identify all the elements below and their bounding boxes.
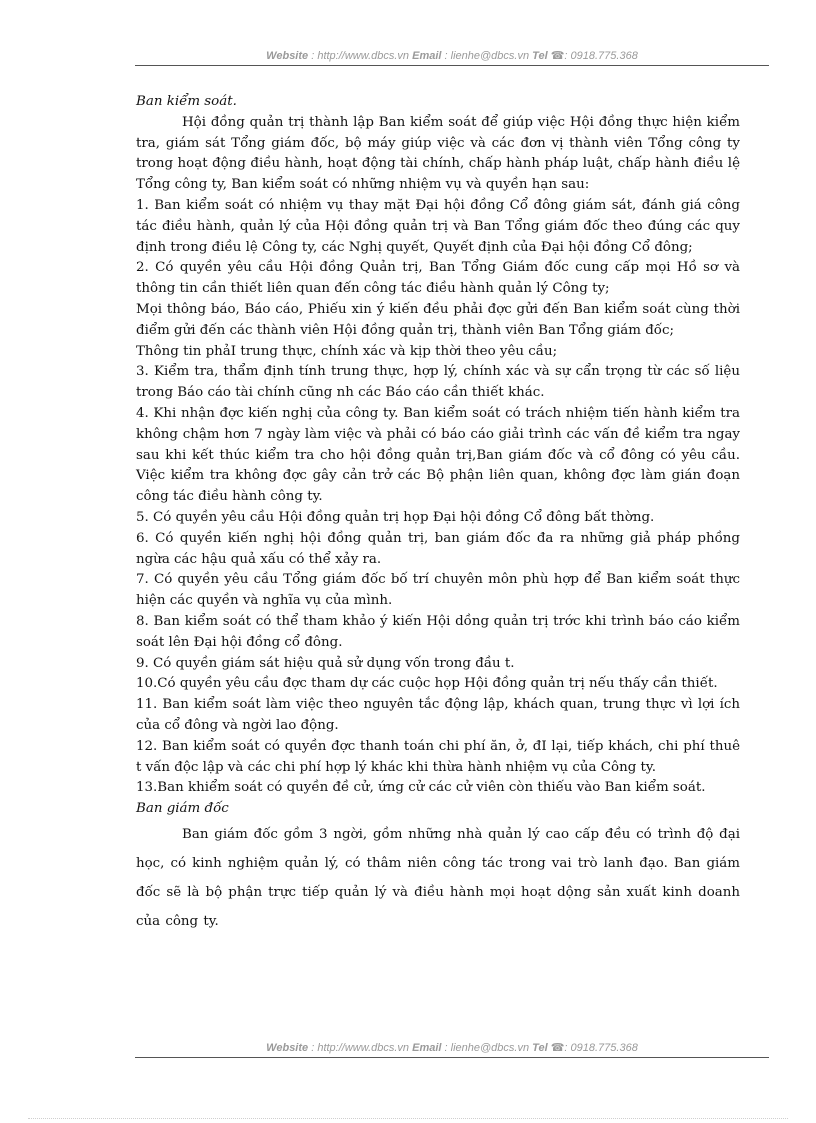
tel-label: Tel <box>532 50 548 62</box>
section-body-ban-giam-doc: Ban giám đốc gồm 3 ngời, gồm những nhà quản lý cao cấp đều có trình độ đại học, có kinh nghiệm quản lý, có thâm niên công tác trong vai trò lanh đạo. Ban giám đốc sẽ là bộ phận trực tiếp quản lý và điều hành mọi hoạt dộng sản xuất kinh doanh của công ty. <box>136 826 740 929</box>
section-intro: Hội đồng quản trị thành lập Ban kiểm soát để giúp việc Hội đồng thực hiện kiểm tra, giám sát Tổng giám đốc, bộ máy giúp việc và các đơn vị thành viên Tổng công ty trong hoạt động điều hành, hoạt động tài chính, chấp hành pháp luật, chấp hành điều lệ Tổng công ty, Ban kiểm soát có những nhiệm vụ và quyền hạn sau: <box>136 114 740 193</box>
email-value: : lienhe@dbcs.vn <box>444 1042 530 1054</box>
website-value: : http://www.dbcs.vn <box>311 1042 410 1054</box>
list-item: 11. Ban kiểm soát làm việc theo nguyên tắc động lập, khách quan, trung thực vì lợi ích của cổ đông và ngời lao động. <box>136 697 740 733</box>
website-label: Website <box>266 50 309 62</box>
tel-value: : 0918.775.368 <box>564 50 638 62</box>
list-item: 6. Có quyền kiến nghị hội đồng quản trị, ban giám đốc đa ra những giả pháp phồng ngừa các hậu quả xấu có thể xảy ra. <box>136 530 740 567</box>
website-label: Website <box>266 1042 309 1054</box>
document-body <box>136 92 740 936</box>
page-bottom-divider <box>28 1118 788 1119</box>
list-item: Thông tin phảI trung thực, chính xác và kịp thời theo yêu cầu; <box>136 343 558 359</box>
list-item: 5. Có quyền yêu cầu Hội đồng quản trị họp Đại hội đồng Cổ đông bất thờng. <box>136 509 655 525</box>
list-item: 4. Khi nhận đợc kiến nghị của công ty. Ban kiểm soát có trách nhiệm tiến hành kiểm tra không chậm hơn 7 ngày làm việc và phải có báo cáo giải trình các vấn đề kiểm tra ngay sau khi kết thúc kiểm tra cho hội đồng quản trị,Ban giám đốc và cổ đông có yêu cầu. Việc kiểm tra không đợc gây cản trở các Bộ phận liên quan, không đợc làm gián đoạn công tác điều hành công ty. <box>136 405 740 505</box>
tel-label: Tel <box>532 1042 548 1054</box>
list-item: 3. Kiểm tra, thẩm định tính trung thực, hợp lý, chính xác và sự cẩn trọng từ các số liệu trong Báo cáo tài chính cũng nh các Báo cáo cần thiết khác. <box>136 364 740 401</box>
website-value: : http://www.dbcs.vn <box>311 50 410 62</box>
section-title-ban-giam-doc: Ban giám đốc <box>136 801 229 817</box>
tel-value: : 0918.775.368 <box>564 1042 638 1054</box>
list-item: 1. Ban kiểm soát có nhiệm vụ thay mặt Đại hội đồng Cổ đông giám sát, đánh giá công tác điều hành, quản lý của Hội đồng quản trị và Ban Tổng giám đốc theo đúng các quy định trong điều lệ Công ty, các Nghị quyết, Quyết định của Đại hội đồng Cổ đông; <box>136 197 740 255</box>
list-item: 13.Ban khiểm soát có quyền đề cử, ứng cử các cử viên còn thiếu vào Ban kiểm soát. <box>136 780 706 796</box>
email-value: : lienhe@dbcs.vn <box>444 50 530 62</box>
page-header <box>135 49 769 66</box>
email-label: Email <box>412 1042 442 1054</box>
list-item: 10.Có quyền yêu cầu đợc tham dự các cuộc họp Hội đồng quản trị nếu thấy cần thiết. <box>136 676 718 692</box>
list-item: 9. Có quyền giám sát hiệu quả sử dụng vốn trong đầu t. <box>136 655 515 671</box>
page-footer <box>135 1041 769 1058</box>
phone-icon: ☎ <box>550 1042 565 1054</box>
phone-icon: ☎ <box>550 50 565 62</box>
list-item: Mọi thông báo, Báo cáo, Phiếu xin ý kiến đều phải đợc gửi đến Ban kiểm soát cùng thời điểm gửi đến các thành viên Hội đồng quản trị, thành viên Ban Tổng giám đốc; <box>136 301 740 338</box>
section-title-ban-kiem-soat: Ban kiểm soát. <box>136 94 237 109</box>
email-label: Email <box>412 50 442 62</box>
list-item: 12. Ban kiểm soát có quyền đợc thanh toán chi phí ăn, ở, đI lại, tiếp khách, chi phí thuê t vấn độc lập và các chi phí hợp lý khác khi thừa hành nhiệm vụ của Công ty. <box>136 738 740 775</box>
list-item: 2. Có quyền yêu cầu Hội đồng Quản trị, Ban Tổng Giám đốc cung cấp mọi Hồ sơ và thông tin cần thiết liên quan đến công tác điều hành quản lý Công ty; <box>136 260 740 297</box>
list-item: 7. Có quyền yêu cầu Tổng giám đốc bố trí chuyên môn phù hợp để Ban kiểm soát thực hiện các quyền và nghĩa vụ của mình. <box>136 572 740 609</box>
list-item: 8. Ban kiểm soát có thể tham khảo ý kiến Hội dồng quản trị trớc khi trình báo cáo kiểm soát lên Đại hội đồng cổ đông. <box>136 613 740 650</box>
